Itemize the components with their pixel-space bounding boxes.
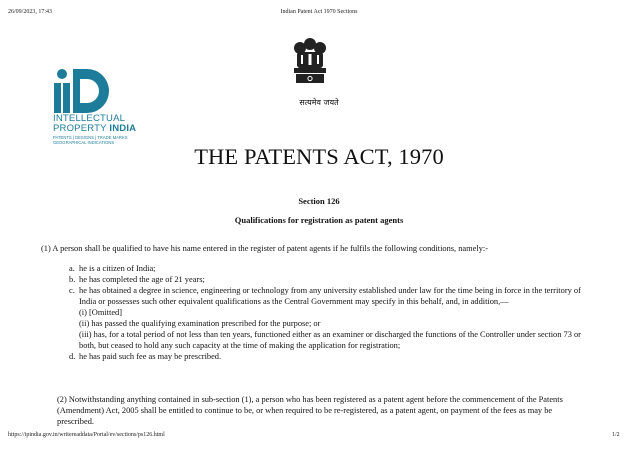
logo-line-1: INTELLECTUAL [53,113,126,124]
list-marker: c. [69,286,75,295]
logo-line-2-property: PROPERTY [53,123,107,134]
logo-line-3: PATENTS | DESIGNS | TRADE MARKS [53,135,128,140]
list-item-text: he has completed the age of 21 years; [79,275,205,284]
sub-item [69,329,589,351]
list-item-text: he has paid such fee as may be prescribed. [79,352,222,361]
list-item [69,285,589,307]
act-title: THE PATENTS ACT, 1970 [194,144,444,169]
emblem-motto: सत्यमेव जयते [299,98,339,107]
print-title: Indian Patent Act 1970 Sections [280,9,358,15]
section-number: Section 126 [298,196,340,206]
conditions-list [69,263,589,362]
list-item [69,263,589,274]
sub-item-text: (iii) has, for a total period of not less than ten years, functioned either as an examiner or discharged the functions of the Controller under section 73 or both, but ceased to hold any such capacity at the time of making the application for registration; [79,330,581,350]
section-heading: Qualifications for registration as patent agents [234,215,404,225]
sub-item-text: (ii) has passed the qualifying examination prescribed for the purpose; or [79,319,321,328]
logo-line-2 [53,123,136,134]
national-emblem-icon [289,34,331,94]
logo-line-2-india: INDIA [109,123,137,134]
list-marker: b. [69,275,76,284]
page-url: https://ipindia.gov.in/writereaddata/Portal/ev/sections/ps126.html [8,432,165,438]
sub-item-text: (i) [Omitted] [79,308,123,317]
list-marker: a. [69,264,75,273]
logo-line-4: GEOGRAPHICAL INDICATIONS [53,140,115,145]
paragraph-1: (1) A person shall be qualified to have his name entered in the register of patent agents if he fulfils the following conditions, namely:- [41,244,489,253]
list-item [69,351,589,362]
sub-item [69,318,589,329]
page-number: 1/2 [612,432,620,438]
list-marker: d. [69,352,76,361]
sub-item [69,307,589,318]
paragraph-2: (2) Notwithstanding anything contained in sub-section (1), a person who has been registered as a patent agent before the commencement of the Patents (Amendment) Act, 2005 shall be entitled to continue to be, or when required to be re-registered, as a patent agent, on payment of the fees as may be prescribed. [57,395,563,426]
list-item-text: he has obtained a degree in science, engineering or technology from any university established under law for the time being in force in the territory of India or possesses such other equivalent qualifications as the Central Government may specify in this behalf, and, in addition,— [79,286,581,306]
list-item [69,274,589,285]
ip-india-logo-icon [53,67,115,119]
list-item-text: he is a citizen of India; [79,264,156,273]
print-date: 26/09/2023, 17:43 [8,9,53,15]
